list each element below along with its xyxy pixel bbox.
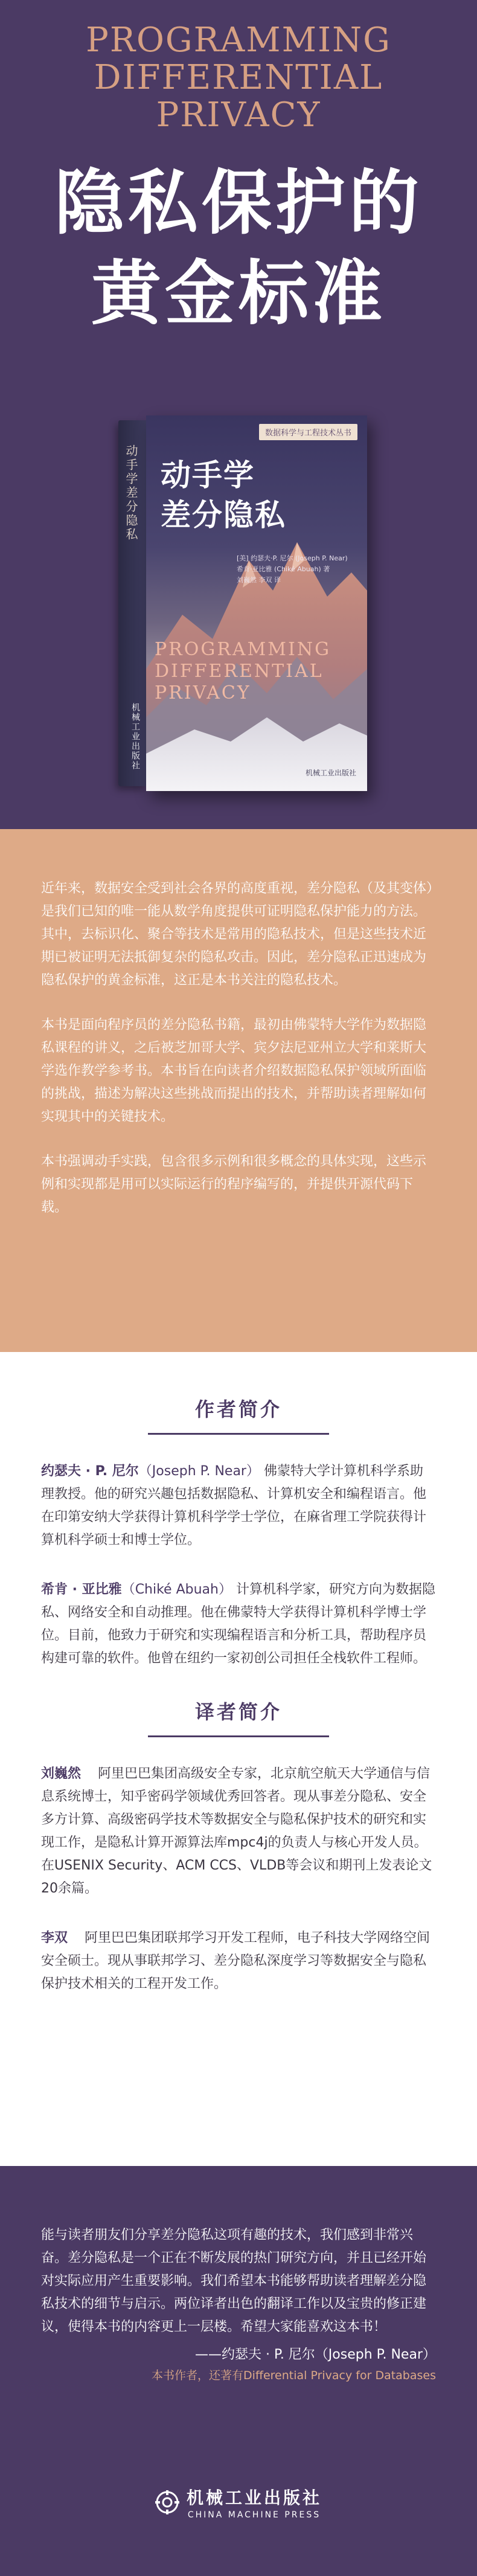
author-english-name: （Joseph P. Near） — [138, 1464, 260, 1479]
cover-title-line: 动手学 — [161, 458, 255, 493]
translator-bio-text: 阿里巴巴集团联邦学习开发工程师，电子科技大学网络空间安全硕士。现从事联邦学习、差分隐私深度学习等数据安全与隐私保护技术相关的工程开发工作。 — [41, 1930, 431, 1991]
author-name: 约瑟夫 · P. 尼尔 — [41, 1464, 139, 1479]
spine-title: 动手学差分隐私 — [124, 444, 138, 542]
cover-english-line: PROGRAMMING — [155, 639, 331, 660]
english-title-line: PRIVACY — [156, 95, 321, 135]
intro-paragraph: 本书是面向程序员的差分隐私书籍，最初由佛蒙特大学作为数据隐私课程的讲义，之后被芝加哥大学、宾夕法尼亚州立大学和莱斯大学选作教学参考书。本书旨在向读者介绍数据隐私保护领域所面临的挑战，描述为解决这些挑战而提出的技术，并帮助读者理解如何实现其中的关键技术。 — [41, 1017, 427, 1124]
publisher-name-cn: 机械工业出版社 — [186, 2488, 322, 2508]
footer-section — [0, 2166, 477, 2576]
author-quote: 能与读者朋友们分享差分隐私这项有趣的技术，我们感到非常兴奋。差分隐私是一个正在不断发展的热门研究方向，并且已经开始对实际应用产生重要影响。我们希望本书能够帮助读者理解差分隐私技术的细节与启示。两位译者出色的翻译工作以及宝贵的修正建议，使得本书的内容更上一层楼。希望大家能喜欢这本书！ — [41, 2228, 427, 2334]
quote-signature: ——约瑟夫 · P. 尼尔（Joseph P. Near） — [195, 2347, 436, 2362]
publisher-logo-row — [155, 2485, 322, 2520]
spine-publisher: 机械工业出版社 — [130, 703, 140, 771]
chinese-title-line: 黄金标准 — [91, 253, 386, 335]
intro-section — [0, 829, 477, 1352]
book-spine — [118, 420, 146, 786]
cover-title — [161, 455, 286, 535]
cover-english-line: DIFFERENTIAL — [155, 661, 324, 682]
bios-section — [0, 1352, 477, 2166]
author-bio-text: 计算机科学家，研究方向为数据隐私、网络安全和自动推理。他在佛蒙特大学获得计算机科学博士学位。目前，他致力于研究和实现编程语言和分析工具，帮助程序员构建可靠的软件。他曾在纽约一家初创公司担任全栈软件工程师。 — [41, 1582, 435, 1666]
cover-title-line: 差分隐私 — [161, 498, 286, 533]
heading-underline — [148, 1433, 329, 1435]
intro-paragraph: 本书强调动手实践，包含很多示例和很多概念的具体实现，这些示例和实现都是用可以实际运行的程序编写的，并提供开源代码下载。 — [41, 1154, 427, 1215]
english-title-line: PROGRAMMING — [86, 21, 391, 60]
publisher-name-en: CHINA MACHINE PRESS — [187, 2510, 321, 2520]
english-title — [0, 22, 477, 134]
book-image — [118, 415, 367, 791]
authors-heading: 作者简介 — [194, 1398, 282, 1421]
cover-author-line: 刘巍然 李双 译 — [237, 576, 281, 584]
heading-underline — [148, 1735, 329, 1737]
translators-heading: 译者简介 — [194, 1700, 282, 1723]
book-cover — [146, 415, 367, 791]
author-bio — [41, 1578, 436, 1670]
translator-bio-text: 阿里巴巴集团高级安全专家，北京航空航天大学通信与信息系统博士，知乎密码学领域优秀回答者。现从事差分隐私、安全多方计算、高级密码学技术等数据安全与隐私保护技术的研究和实现工作，是隐私计算开源算法库mpc4j的负责人与核心开发人员。在USENIX Security、ACM CCS、VLDB等会议和期刊上发表论文20余篇。 — [41, 1766, 432, 1896]
english-title-line: DIFFERENTIAL — [94, 58, 383, 97]
author-bio-text: 佛蒙特大学计算机科学系助理教授。他的研究兴趣包括数据隐私、计算机安全和编程语言。他在印第安纳大学获得计算机科学学士学位，在麻省理工学院获得计算机科学硕士和博士学位。 — [41, 1464, 427, 1548]
cover-authors — [237, 553, 357, 586]
publisher-logo — [0, 2485, 477, 2520]
cover-english-line: PRIVACY — [155, 682, 251, 703]
translator-bio — [41, 1763, 436, 1900]
publisher-emblem-icon — [155, 2490, 179, 2514]
chinese-title — [0, 158, 477, 339]
signature-note: 本书作者，还著有Differential Privacy for Databases — [151, 2369, 436, 2382]
translators-block — [41, 1697, 436, 1996]
series-tag: 数据科学与工程技术丛书 — [259, 424, 357, 440]
author-english-name: （Chiké Abuah） — [121, 1582, 232, 1597]
author-bio — [41, 1460, 436, 1552]
translator-bio — [41, 1927, 436, 1996]
author-name: 希肯 · 亚比雅 — [41, 1582, 122, 1597]
hero-section — [0, 0, 477, 829]
chinese-title-line: 隐私保护的 — [54, 162, 423, 244]
translator-name: 李双 — [41, 1930, 68, 1946]
intro-paragraph: 近年来，数据安全受到社会各界的高度重视，差分隐私（及其变体）是我们已知的唯一能从数学角度提供可证明隐私保护能力的方法。其中，去标识化、聚合等技术是常用的隐私技术，但是这些技术近期已被证明无法抵御复杂的隐私攻击。因此，差分隐私正迅速成为隐私保护的黄金标准，这正是本书关注的隐私技术。 — [41, 881, 434, 988]
cover-publisher: 机械工业出版社 — [305, 769, 356, 777]
cover-author-line: 希肯·亚比雅 (Chiké Abuah) 著 — [237, 565, 330, 573]
translator-name: 刘巍然 — [41, 1766, 82, 1781]
cover-english-title — [155, 639, 331, 704]
cover-author-line: [美] 约瑟夫·P. 尼尔 (Joseph P. Near) — [237, 554, 348, 562]
